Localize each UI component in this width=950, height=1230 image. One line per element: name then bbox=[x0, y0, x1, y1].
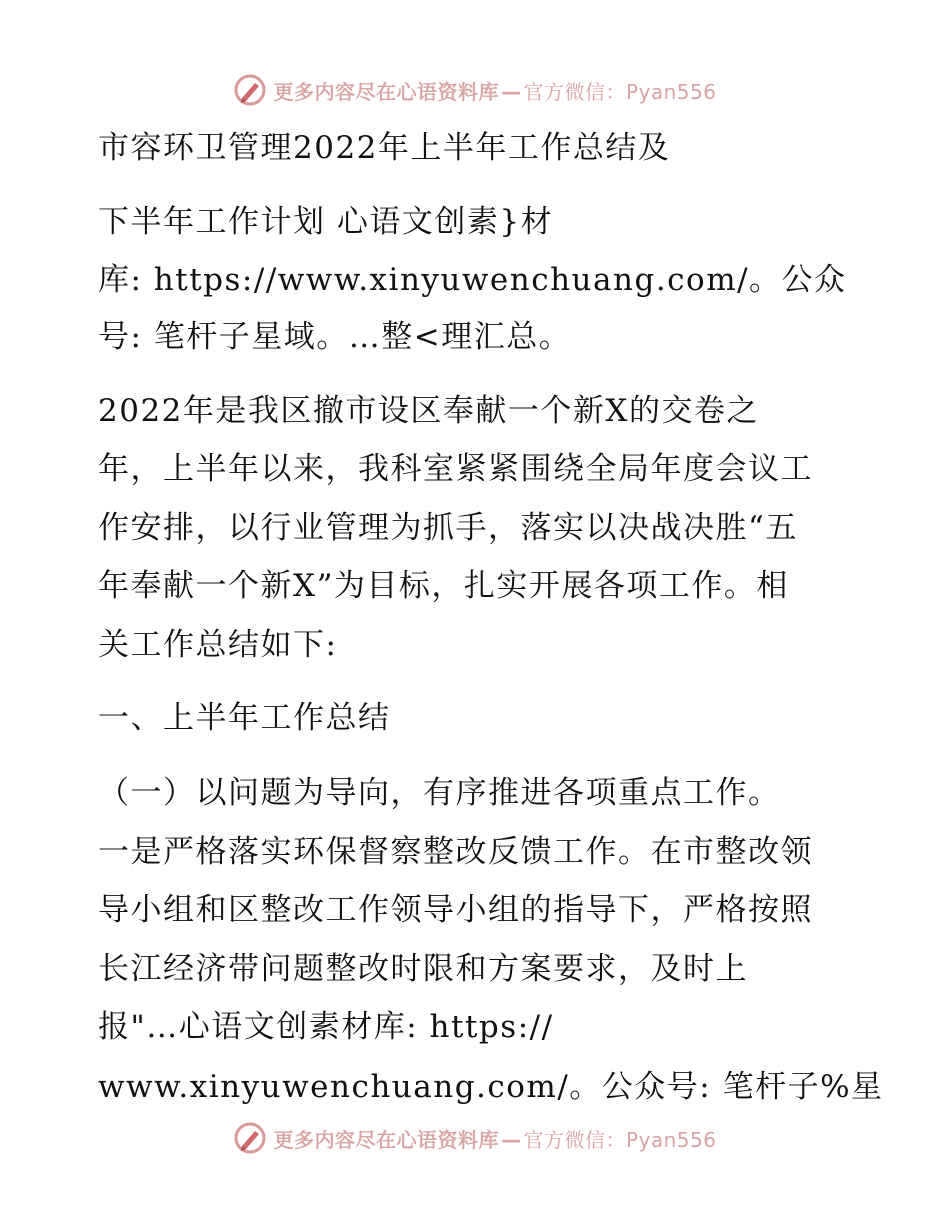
doc-paragraph-line: 导小组和区整改工作领导小组的指导下，严格按照 bbox=[98, 892, 813, 928]
doc-text-line: 号: 笔杆子星域。…整<理汇总。 bbox=[98, 319, 572, 355]
doc-subsection-heading: （一）以问题为导向，有序推进各项重点工作。 bbox=[98, 775, 781, 811]
doc-paragraph-line: www.xinyuwenchuang.com/。公众号: 笔杆子%星 bbox=[98, 1069, 884, 1105]
banner-separator: — bbox=[500, 79, 522, 104]
pen-logo-icon bbox=[233, 1121, 267, 1155]
doc-text-line: 库: https://www.xinyuwenchuang.com/。公众 bbox=[98, 262, 847, 298]
doc-paragraph-line: 2022年是我区撤市设区奉献一个新X的交卷之 bbox=[98, 393, 759, 429]
doc-paragraph-line: 关工作总结如下: bbox=[98, 627, 338, 663]
doc-paragraph-line: 报"…心语文创素材库: https:// bbox=[98, 1009, 554, 1045]
banner-account: 官方微信：Pyan556 bbox=[523, 1127, 717, 1152]
footer-watermark-banner bbox=[0, 1118, 950, 1158]
doc-paragraph-line: 长江经济带问题整改时限和方案要求，及时上 bbox=[98, 951, 748, 987]
footer-banner-text bbox=[273, 1124, 716, 1153]
doc-paragraph-line: 年奉献一个新X”为目标，扎实开展各项工作。相 bbox=[98, 568, 789, 604]
banner-account: 官方微信：Pyan556 bbox=[523, 79, 717, 104]
doc-paragraph-line: 年，上半年以来，我科室紧紧围绕全局年度会议工 bbox=[98, 451, 813, 487]
doc-paragraph-line: 作安排，以行业管理为抓手，落实以决战决胜“五 bbox=[98, 510, 798, 546]
banner-slogan: 更多内容尽在心语资料库 bbox=[273, 79, 499, 104]
header-watermark-banner bbox=[0, 70, 950, 110]
doc-section-heading: 一、上半年工作总结 bbox=[98, 700, 391, 736]
banner-slogan: 更多内容尽在心语资料库 bbox=[273, 1127, 499, 1152]
doc-title-line-1: 市容环卫管理2022年上半年工作总结及 bbox=[98, 130, 671, 166]
header-banner-text bbox=[273, 76, 716, 105]
doc-paragraph-line: 一是严格落实环保督察整改反馈工作。在市整改领 bbox=[98, 834, 813, 870]
banner-separator: — bbox=[500, 1127, 522, 1152]
pen-logo-icon bbox=[233, 73, 267, 107]
doc-title-line-2: 下半年工作计划 心语文创素}材 bbox=[98, 204, 554, 240]
